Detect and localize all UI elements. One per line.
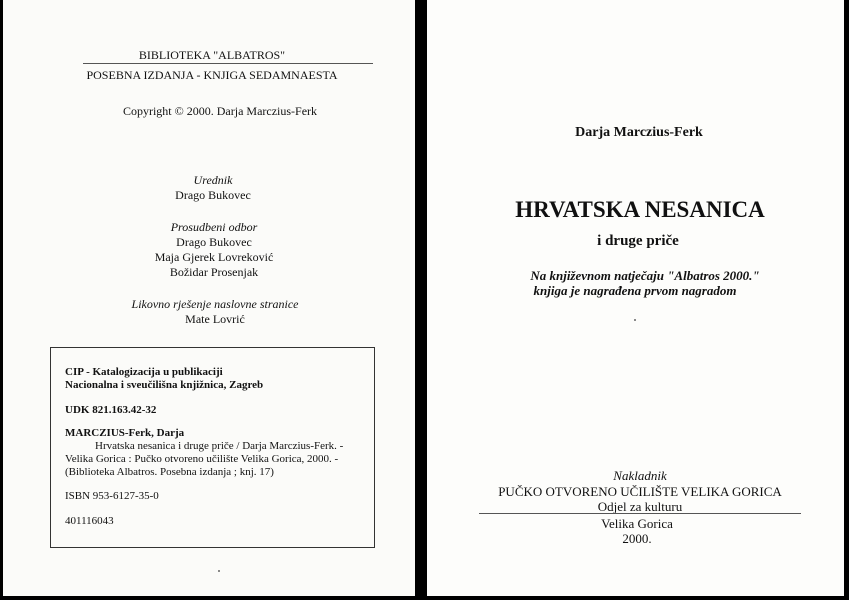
editor-name: Drago Bukovec [175,188,251,202]
series-divider [83,63,373,64]
cip-number: 401116043 [65,515,114,527]
cip-description: Velika Gorica : Pučko otvoreno učilište Velika Gorica, 2000. - [65,453,339,465]
cip-description: Hrvatska nesanica i druge priče / Darja Marczius-Ferk. - [95,440,344,452]
cip-heading: CIP - Katalogizacija u publikaciji [65,366,223,378]
board-member: Maja Gjerek Lovreković [154,250,274,264]
award-note: knjiga je nagrađena prvom nagradom [533,283,737,298]
cip-description: (Biblioteka Albatros. Posebna izdanja ; knj. 17) [65,466,274,478]
publisher-divider [479,513,801,514]
cip-record-box [50,347,375,548]
publisher-department: Odjel za kulturu [597,499,683,514]
left-page [3,0,415,596]
board-member: Božidar Prosenjak [169,265,259,279]
publisher-city: Velika Gorica [601,516,673,531]
publication-year: 2000. [622,531,652,546]
author-name: Darja Marczius-Ferk [575,125,703,140]
cip-author: MARCZIUS-Ferk, Darja [65,427,185,439]
book-subtitle: i druge priče [597,233,679,249]
print-speck [218,570,220,572]
editor-label: Urednik [193,173,233,187]
copyright-notice: Copyright © 2000. Darja Marczius-Ferk [122,104,318,118]
publisher-label: Nakladnik [613,468,667,483]
award-note: Na književnom natječaju "Albatros 2000." [530,268,760,283]
board-member: Drago Bukovec [176,235,252,249]
cover-designer-name: Mate Lovrić [185,312,245,326]
series-subtitle: POSEBNA IZDANJA - KNJIGA SEDAMNAESTA [86,68,338,82]
book-title: HRVATSKA NESANICA [515,197,765,222]
cip-isbn: ISBN 953-6127-35-0 [65,490,159,502]
series-title: BIBLIOTEKA "ALBATROS" [138,48,286,62]
cover-design-label: Likovno rješenje naslovne stranice [131,297,299,311]
cip-udk: UDK 821.163.42-32 [65,404,157,416]
publisher-name: PUČKO OTVORENO UČILIŠTE VELIKA GORICA [498,484,782,499]
right-page [427,0,844,596]
print-speck [634,319,636,321]
board-label: Prosudbeni odbor [170,220,258,234]
cip-library: Nacionalna i sveučilišna knjižnica, Zagreb [65,379,264,391]
